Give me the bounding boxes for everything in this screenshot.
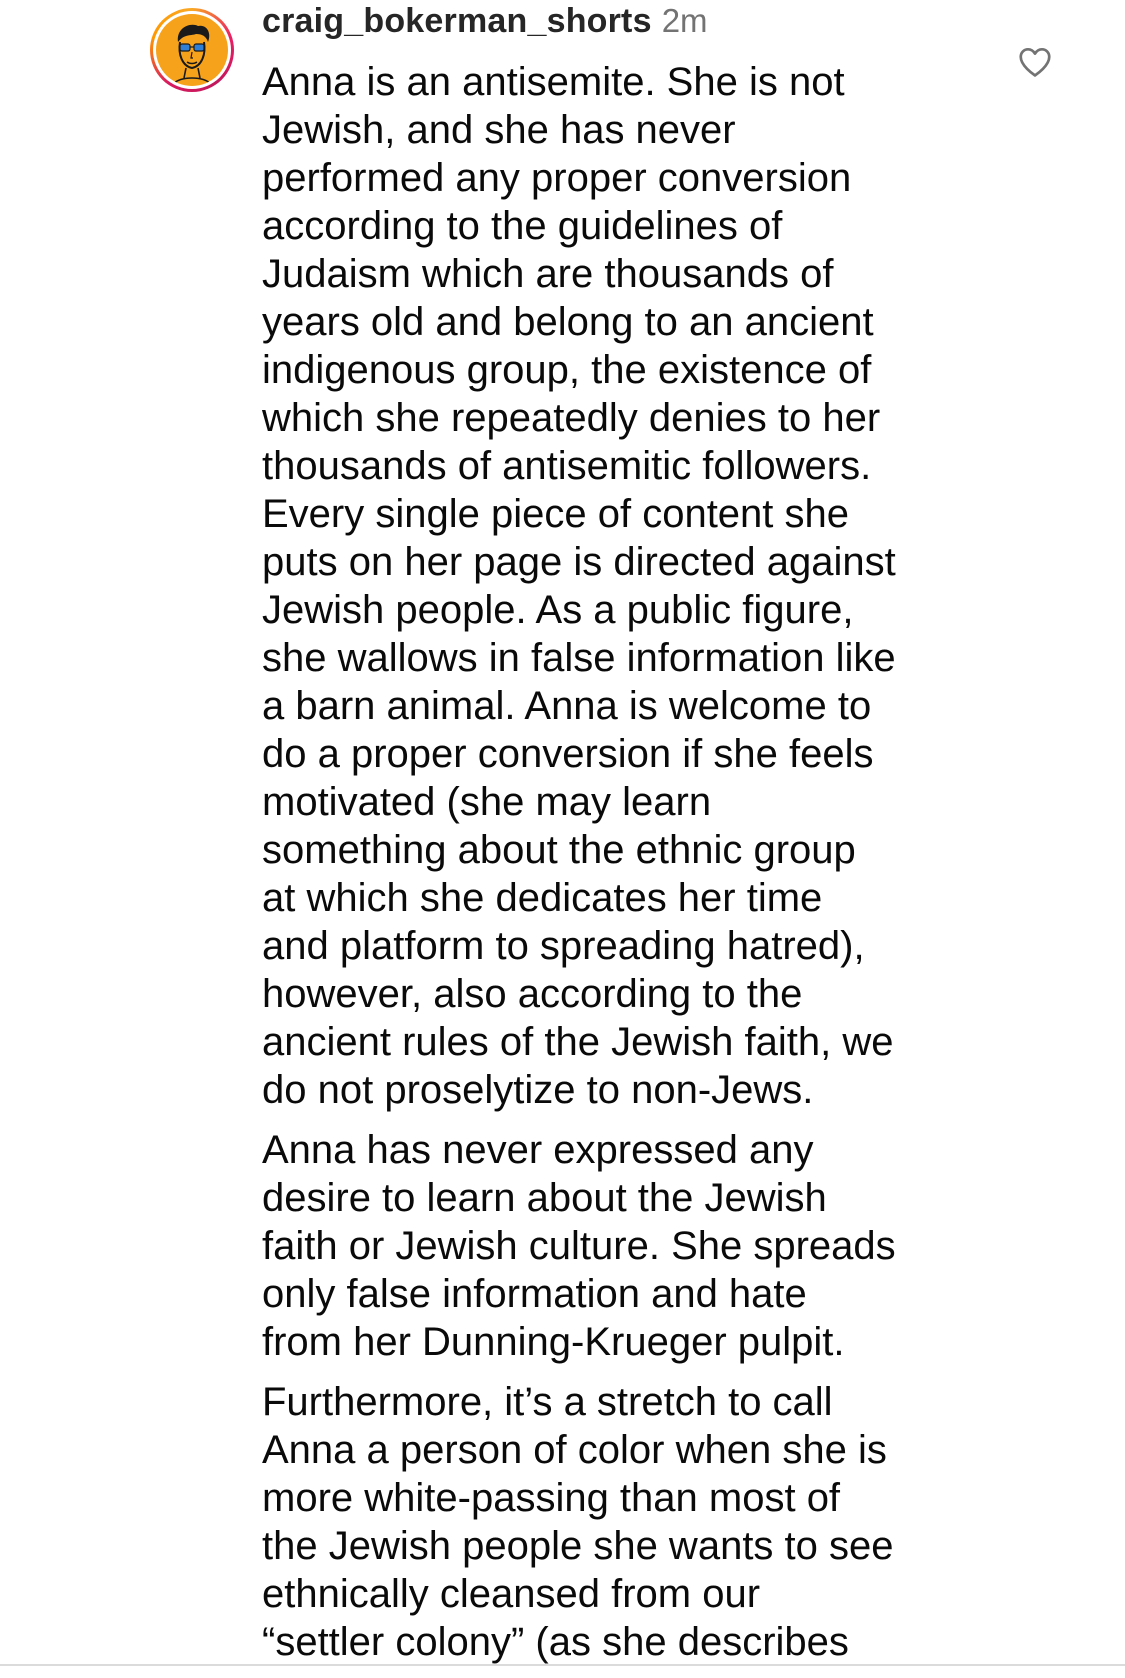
text-line: at which she dedicates her time	[262, 876, 823, 920]
text-line: Anna a person of color when she is	[262, 1428, 887, 1472]
cartoon-face-icon	[156, 14, 228, 86]
timestamp: 2m	[661, 2, 708, 39]
text-line: and platform to spreading hatred),	[262, 924, 865, 968]
text-line: Jewish, and she has never	[262, 108, 736, 152]
text-line: Jewish people. As a public figure,	[262, 588, 854, 632]
divider	[0, 1664, 1125, 1666]
text-line: Judaism which are thousands of	[262, 252, 834, 296]
text-line: Anna is an antisemite. She is not	[262, 60, 845, 104]
text-line: ancient rules of the Jewish faith, we	[262, 1020, 894, 1064]
text-line: do a proper conversion if she feels	[262, 732, 874, 776]
text-line: only false information and hate	[262, 1272, 807, 1316]
text-line: however, also according to the	[262, 972, 803, 1016]
text-line: do not proselytize to non-Jews.	[262, 1068, 814, 1112]
text-line: the Jewish people she wants to see	[262, 1524, 894, 1568]
text-line: puts on her page is directed against	[262, 540, 896, 584]
text-line: thousands of antisemitic followers.	[262, 444, 872, 488]
text-line: indigenous group, the existence of	[262, 348, 872, 392]
text-line: more white-passing than most of	[262, 1476, 841, 1520]
story-ring[interactable]	[150, 8, 234, 92]
text-line: Every single piece of content she	[262, 492, 850, 536]
text-line: ethnically cleansed from our	[262, 1572, 761, 1616]
text-line: motivated (she may learn	[262, 780, 712, 824]
text-line: “settler colony” (as she describes	[262, 1620, 849, 1664]
comment-header	[262, 2, 708, 50]
text-line: from her Dunning-Krueger pulpit.	[262, 1320, 845, 1364]
text-line: performed any proper conversion	[262, 156, 852, 200]
text-line: Furthermore, it’s a stretch to call	[262, 1380, 833, 1424]
text-line: a barn animal. Anna is welcome to	[262, 684, 872, 728]
heart-outline-icon	[1016, 43, 1054, 81]
text-line: according to the guidelines of	[262, 204, 783, 248]
comment-body	[262, 58, 982, 1678]
text-line: which she repeatedly denies to her	[262, 396, 881, 440]
avatar[interactable]	[156, 14, 228, 86]
text-line: faith or Jewish culture. She spreads	[262, 1224, 896, 1268]
comment-paragraph-1	[262, 58, 982, 1114]
comment-paragraph-2	[262, 1126, 982, 1366]
text-line: desire to learn about the Jewish	[262, 1176, 827, 1220]
text-line: years old and belong to an ancient	[262, 300, 874, 344]
comment-paragraph-3	[262, 1378, 982, 1666]
like-button[interactable]	[1016, 43, 1054, 81]
text-line: Anna has never expressed any	[262, 1128, 814, 1172]
text-line: something about the ethnic group	[262, 828, 856, 872]
text-line: she wallows in false information like	[262, 636, 896, 680]
username-link[interactable]: craig_bokerman_shorts	[262, 2, 652, 40]
